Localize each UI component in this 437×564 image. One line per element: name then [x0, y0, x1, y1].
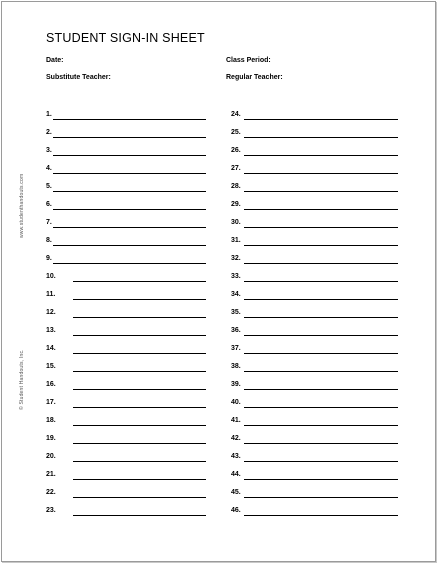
signature-line[interactable]	[53, 137, 206, 138]
signature-line[interactable]	[73, 461, 206, 462]
signature-line[interactable]	[244, 209, 398, 210]
row-number: 9.	[46, 255, 52, 262]
row-number: 21.	[46, 471, 56, 478]
signature-row	[46, 271, 221, 289]
row-number: 15.	[46, 363, 56, 370]
signature-row	[231, 217, 406, 235]
signature-row	[46, 163, 221, 181]
signature-line[interactable]	[53, 155, 206, 156]
signature-line[interactable]	[73, 389, 206, 390]
signature-line[interactable]	[244, 263, 398, 264]
signature-line[interactable]	[244, 389, 398, 390]
signature-row	[231, 181, 406, 199]
signature-line[interactable]	[73, 353, 206, 354]
signature-line[interactable]	[244, 281, 398, 282]
signature-row	[46, 109, 221, 127]
signature-row	[231, 307, 406, 325]
row-number: 22.	[46, 489, 56, 496]
row-number: 40.	[231, 399, 241, 406]
signature-line[interactable]	[244, 299, 398, 300]
row-number: 36.	[231, 327, 241, 334]
signature-line[interactable]	[73, 371, 206, 372]
signature-row	[46, 433, 221, 451]
signature-row	[231, 271, 406, 289]
signature-row	[46, 451, 221, 469]
row-number: 24.	[231, 111, 241, 118]
signature-row	[231, 325, 406, 343]
row-number: 11.	[46, 291, 56, 298]
signature-line[interactable]	[73, 497, 206, 498]
signature-row	[46, 415, 221, 433]
signature-line[interactable]	[244, 137, 398, 138]
signature-row	[46, 307, 221, 325]
signature-line[interactable]	[244, 425, 398, 426]
row-number: 30.	[231, 219, 241, 226]
signature-row	[231, 289, 406, 307]
row-number: 39.	[231, 381, 241, 388]
row-number: 33.	[231, 273, 241, 280]
signature-line[interactable]	[244, 155, 398, 156]
row-number: 4.	[46, 165, 52, 172]
row-number: 43.	[231, 453, 241, 460]
signature-row	[231, 379, 406, 397]
signature-line[interactable]	[73, 479, 206, 480]
signature-line[interactable]	[244, 443, 398, 444]
row-number: 19.	[46, 435, 56, 442]
date-label: Date:	[46, 57, 64, 64]
signature-line[interactable]	[73, 443, 206, 444]
signature-row	[231, 199, 406, 217]
signature-line[interactable]	[244, 407, 398, 408]
class-period-label: Class Period:	[226, 57, 271, 64]
row-number: 10.	[46, 273, 56, 280]
signature-line[interactable]	[244, 191, 398, 192]
page-title: STUDENT SIGN-IN SHEET	[46, 31, 205, 45]
row-number: 13.	[46, 327, 56, 334]
left-signature-column	[46, 109, 221, 523]
signature-line[interactable]	[244, 173, 398, 174]
signature-line[interactable]	[244, 119, 398, 120]
signature-row	[231, 109, 406, 127]
signature-row	[46, 487, 221, 505]
signature-row	[46, 361, 221, 379]
signature-row	[231, 145, 406, 163]
sign-in-sheet-page	[1, 1, 436, 562]
signature-row	[231, 343, 406, 361]
row-number: 2.	[46, 129, 52, 136]
signature-row	[46, 289, 221, 307]
signature-row	[46, 379, 221, 397]
row-number: 23.	[46, 507, 56, 514]
row-number: 16.	[46, 381, 56, 388]
row-number: 1.	[46, 111, 52, 118]
signature-row	[231, 397, 406, 415]
signature-row	[46, 343, 221, 361]
signature-line[interactable]	[73, 299, 206, 300]
signature-line[interactable]	[53, 245, 206, 246]
signature-row	[231, 451, 406, 469]
signature-line[interactable]	[244, 353, 398, 354]
signature-row	[46, 127, 221, 145]
signature-line[interactable]	[73, 317, 206, 318]
row-number: 3.	[46, 147, 52, 154]
substitute-teacher-label: Substitute Teacher:	[46, 74, 111, 81]
signature-row	[231, 433, 406, 451]
signature-row	[231, 163, 406, 181]
signature-line[interactable]	[244, 317, 398, 318]
signature-row	[231, 253, 406, 271]
row-number: 46.	[231, 507, 241, 514]
signature-line[interactable]	[53, 119, 206, 120]
row-number: 18.	[46, 417, 56, 424]
signature-line[interactable]	[73, 281, 206, 282]
row-number: 45.	[231, 489, 241, 496]
row-number: 34.	[231, 291, 241, 298]
row-number: 25.	[231, 129, 241, 136]
signature-row	[231, 361, 406, 379]
signature-row	[46, 235, 221, 253]
signature-row	[46, 145, 221, 163]
row-number: 38.	[231, 363, 241, 370]
row-number: 42.	[231, 435, 241, 442]
row-number: 27.	[231, 165, 241, 172]
right-signature-column	[231, 109, 406, 523]
signature-row	[231, 127, 406, 145]
signature-line[interactable]	[244, 245, 398, 246]
signature-line[interactable]	[53, 173, 206, 174]
signature-line[interactable]	[73, 515, 206, 516]
row-number: 44.	[231, 471, 241, 478]
signature-row	[46, 253, 221, 271]
signature-line[interactable]	[73, 425, 206, 426]
row-number: 12.	[46, 309, 56, 316]
signature-line[interactable]	[244, 227, 398, 228]
signature-row	[46, 505, 221, 523]
row-number: 6.	[46, 201, 52, 208]
signature-row	[231, 469, 406, 487]
regular-teacher-label: Regular Teacher:	[226, 74, 283, 81]
signature-row	[46, 181, 221, 199]
signature-line[interactable]	[73, 335, 206, 336]
row-number: 35.	[231, 309, 241, 316]
row-number: 32.	[231, 255, 241, 262]
signature-row	[46, 217, 221, 235]
signature-row	[231, 505, 406, 523]
signature-line[interactable]	[244, 371, 398, 372]
row-number: 8.	[46, 237, 52, 244]
signature-line[interactable]	[244, 497, 398, 498]
signature-line[interactable]	[244, 515, 398, 516]
signature-row	[231, 235, 406, 253]
row-number: 31.	[231, 237, 241, 244]
website-side-text: www.studenthandouts.com	[19, 173, 25, 238]
row-number: 5.	[46, 183, 52, 190]
row-number: 14.	[46, 345, 56, 352]
signature-line[interactable]	[244, 479, 398, 480]
signature-line[interactable]	[53, 263, 206, 264]
row-number: 29.	[231, 201, 241, 208]
signature-line[interactable]	[73, 407, 206, 408]
signature-row	[46, 199, 221, 217]
signature-line[interactable]	[244, 461, 398, 462]
row-number: 17.	[46, 399, 56, 406]
signature-row	[231, 487, 406, 505]
row-number: 26.	[231, 147, 241, 154]
signature-line[interactable]	[53, 191, 206, 192]
signature-row	[46, 325, 221, 343]
signature-line[interactable]	[244, 335, 398, 336]
signature-line[interactable]	[53, 209, 206, 210]
row-number: 41.	[231, 417, 241, 424]
copyright-side-text: © Student Handouts, Inc.	[19, 349, 25, 410]
row-number: 28.	[231, 183, 241, 190]
row-number: 37.	[231, 345, 241, 352]
signature-line[interactable]	[53, 227, 206, 228]
signature-row	[46, 397, 221, 415]
row-number: 20.	[46, 453, 56, 460]
signature-row	[46, 469, 221, 487]
row-number: 7.	[46, 219, 52, 226]
signature-row	[231, 415, 406, 433]
